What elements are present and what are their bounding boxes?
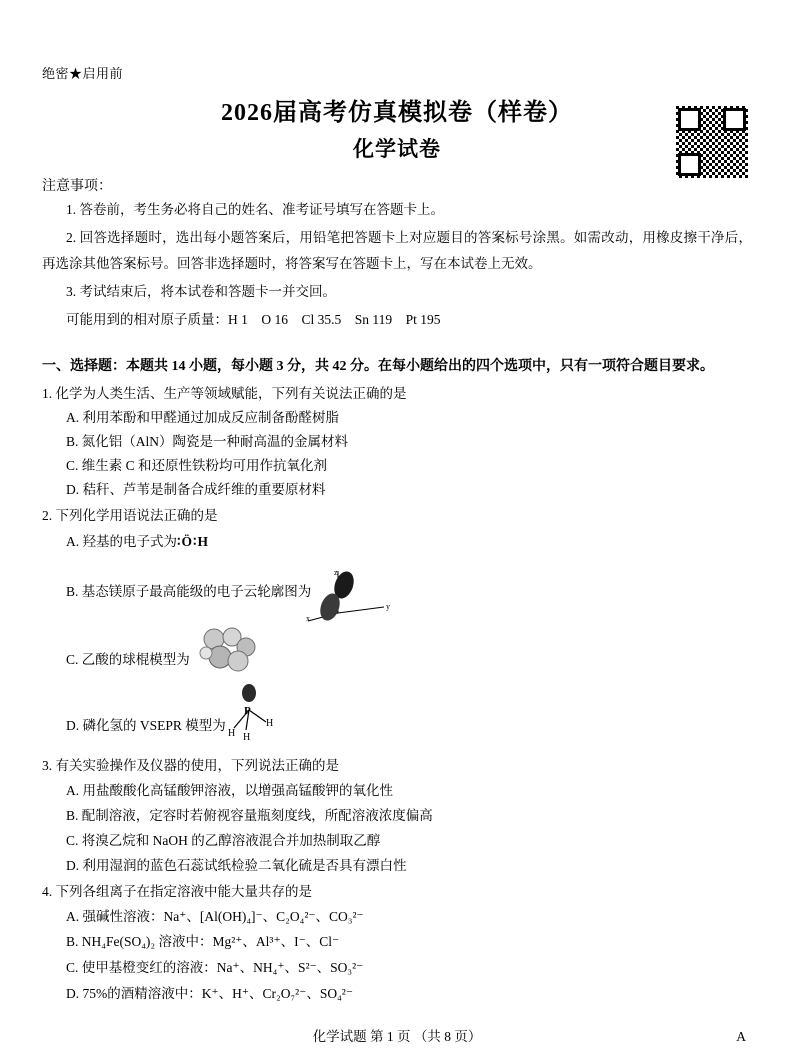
question-number: 2. bbox=[42, 508, 53, 523]
option-item: A. 强碱性溶液：Na⁺、[Al(OH)₄]⁻、C₂O₄²⁻、CO₃²⁻ bbox=[66, 909, 364, 924]
svg-text:y: y bbox=[386, 602, 390, 611]
question-stem bbox=[42, 880, 752, 904]
option-item: C. 将溴乙烷和 NaOH 的乙醇溶液混合并加热制取乙醇 bbox=[66, 833, 381, 848]
option-item: C. 使甲基橙变红的溶液：Na⁺、NH₄⁺、S²⁻、SO₃²⁻ bbox=[66, 960, 364, 975]
option-item: B. 基态镁原子最高能级的电子云轮廓图为 bbox=[66, 584, 312, 599]
vsepr-model-figure bbox=[216, 684, 286, 744]
question-text: 有关实验操作及仪器的使用，下列说法正确的是 bbox=[55, 758, 339, 773]
page-footer: 化学试题 第 1 页 （共 8 页） bbox=[312, 1029, 482, 1044]
page-subtitle: 化学试卷 bbox=[353, 137, 441, 161]
svg-text:z: z bbox=[334, 568, 338, 577]
section-heading: 一、选择题：本题共 14 小题，每小题 3 分，共 42 分。在每小题给出的四个选项中，只有一项符合题目要求。 bbox=[42, 359, 714, 374]
option-item: D. 磷化氢的 VSEPR 模型为 bbox=[66, 718, 226, 733]
page-title: 2026届高考仿真模拟卷（样卷） bbox=[221, 100, 573, 126]
option-item: C. 乙酸的球棍模型为 bbox=[66, 652, 190, 667]
option-text: A. 羟基的电子式为 bbox=[66, 534, 177, 549]
lewis-structure: ∶Ö∶H bbox=[177, 534, 210, 549]
option-item bbox=[66, 530, 756, 554]
question-text: 化学为人类生活、生产等领域赋能，下列有关说法正确的是 bbox=[55, 386, 407, 401]
secret-label: 绝密★启用前 bbox=[42, 66, 124, 81]
question-number: 4. bbox=[42, 884, 53, 899]
note-item: 1. 答卷前，考生务必将自己的姓名、准考证号填写在答题卡上。 bbox=[66, 202, 444, 217]
question-text: 下列各组离子在指定溶液中能大量共存的是 bbox=[55, 884, 312, 899]
note-item: 可能用到的相对原子质量：H 1 O 16 Cl 35.5 Sn 119 Pt 195 bbox=[66, 312, 441, 327]
svg-text:P: P bbox=[244, 705, 251, 717]
note-item: 3. 考试结束后，将本试卷和答题卡一并交回。 bbox=[66, 284, 336, 299]
question-number: 1. bbox=[42, 386, 53, 401]
option-item: B. 氮化铝（AlN）陶瓷是一种耐高温的金属材料 bbox=[66, 434, 349, 449]
paper-version-label: A bbox=[736, 1029, 746, 1044]
question-stem bbox=[42, 382, 752, 406]
question-text: 下列化学用语说法正确的是 bbox=[55, 508, 218, 523]
svg-text:x: x bbox=[306, 614, 310, 623]
question-number: 3. bbox=[42, 758, 53, 773]
p-orbital-figure bbox=[300, 567, 420, 623]
option-item: D. 利用湿润的蓝色石蕊试纸检验二氧化硫是否具有漂白性 bbox=[66, 858, 407, 873]
notes-label: 注意事项： bbox=[42, 179, 112, 194]
svg-text:H: H bbox=[266, 718, 274, 729]
svg-text:H: H bbox=[228, 728, 236, 739]
svg-text:H: H bbox=[243, 732, 251, 743]
note-item: 2. 回答选择题时，选出每小题答案后，用铅笔把答题卡上对应题目的答案标号涂黑。如需改动，用橡皮擦干净后，再选涂其他答案标号。回答非选择题时，将答案写在答题卡上，写在本试卷上无效。 bbox=[42, 230, 752, 271]
option-item: A. 用盐酸酸化高锰酸钾溶液，以增强高锰酸钾的氧化性 bbox=[66, 783, 393, 798]
option-item: B. 配制溶液，定容时若俯视容量瓶刻度线，所配溶液浓度偏高 bbox=[66, 808, 433, 823]
question-stem bbox=[42, 504, 752, 528]
ball-and-stick-model-figure bbox=[196, 627, 266, 673]
option-item: D. 秸秆、芦苇是制备合成纤维的重要原材料 bbox=[66, 482, 326, 497]
question-stem bbox=[42, 754, 752, 778]
option-item: D. 75%的酒精溶液中：K⁺、H⁺、Cr₂O₇²⁻、SO₄²⁻ bbox=[66, 986, 353, 1001]
option-item: C. 维生素 C 和还原性铁粉均可用作抗氧化剂 bbox=[66, 458, 328, 473]
option-item: B. NH₄Fe(SO₄)₂ 溶液中：Mg²⁺、Al³⁺、I⁻、Cl⁻ bbox=[66, 934, 340, 949]
option-item: A. 利用苯酚和甲醛通过加成反应制备酚醛树脂 bbox=[66, 410, 339, 425]
